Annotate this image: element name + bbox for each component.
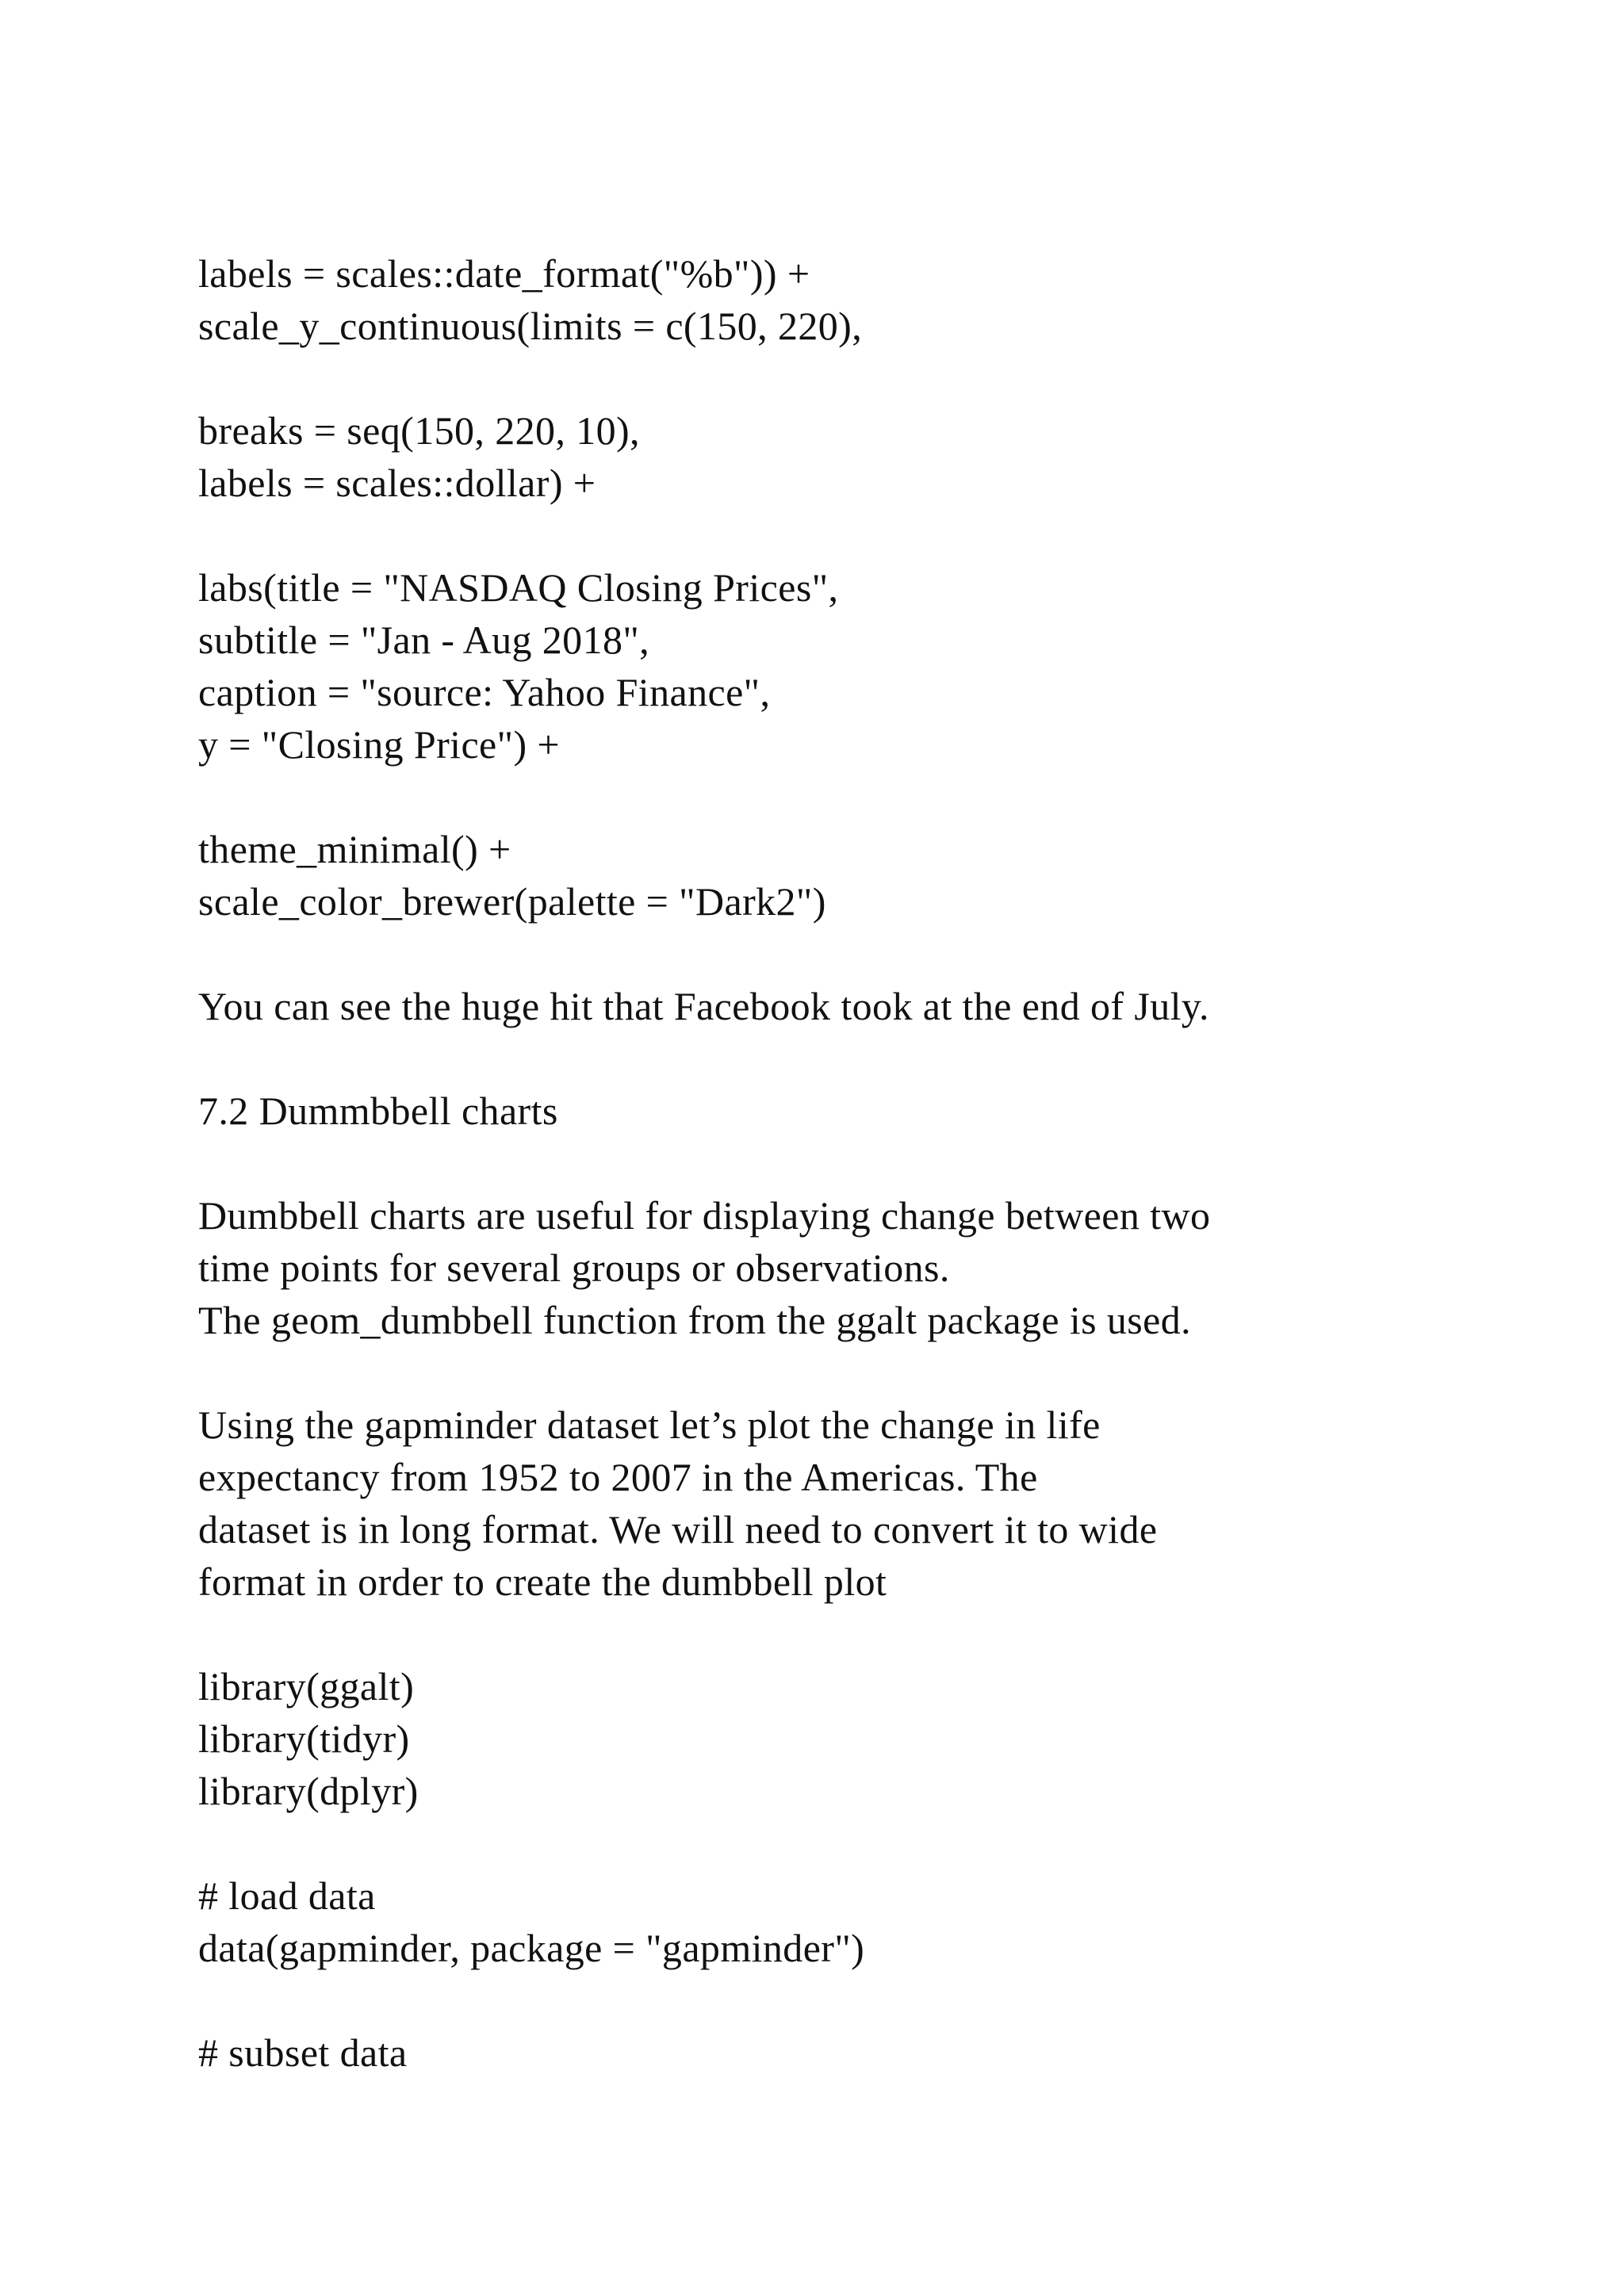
paragraph-gap [198, 1817, 1546, 1869]
para-gapminder-line: Using the gapminder dataset let’s plot the change in life [198, 1402, 1101, 1447]
code-load-line: data(gapminder, package = "gapminder") [198, 1926, 865, 1970]
paragraph-gap [198, 509, 1546, 561]
document-body [198, 247, 1546, 2079]
code-theme-line: theme_minimal() + [198, 827, 511, 871]
code-theme-line: scale_color_brewer(palette = "Dark2") [198, 879, 826, 924]
section-heading-line: 7.2 Dummbbell charts [198, 1089, 558, 1133]
code-scale-block [198, 247, 1546, 352]
paragraph-gap [198, 1032, 1546, 1085]
para-dumbbell-block [198, 1189, 1546, 1346]
code-breaks-line: labels = scales::dollar) + [198, 461, 596, 505]
code-load-block [198, 1869, 1546, 1974]
code-libraries-line: library(ggalt) [198, 1664, 415, 1709]
code-labs-line: y = "Closing Price") + [198, 722, 560, 767]
code-labs-line: subtitle = "Jan - Aug 2018", [198, 618, 650, 662]
paragraph-gap [198, 352, 1546, 404]
para-facebook-block [198, 980, 1546, 1032]
paragraph-gap [198, 1974, 1546, 2026]
para-gapminder-line: expectancy from 1952 to 2007 in the Americas. The [198, 1455, 1038, 1499]
code-breaks-block [198, 404, 1546, 509]
code-scale-line: scale_y_continuous(limits = c(150, 220), [198, 304, 863, 348]
code-labs-line: labs(title = "NASDAQ Closing Prices", [198, 565, 839, 610]
code-libraries-block [198, 1660, 1546, 1817]
code-libraries-line: library(dplyr) [198, 1769, 419, 1813]
para-dumbbell-line: time points for several groups or observations. [198, 1246, 950, 1290]
code-breaks-line: breaks = seq(150, 220, 10), [198, 408, 640, 453]
code-subset-block [198, 2026, 1546, 2079]
code-load-line: # load data [198, 1873, 376, 1918]
para-gapminder-line: dataset is in long format. We will need to convert it to wide [198, 1507, 1158, 1552]
code-scale-line: labels = scales::date_format("%b")) + [198, 251, 810, 296]
code-libraries-line: library(tidyr) [198, 1716, 410, 1761]
paragraph-gap [198, 771, 1546, 823]
para-gapminder-block [198, 1399, 1546, 1608]
para-dumbbell-line: The geom_dumbbell function from the ggalt package is used. [198, 1298, 1192, 1342]
paragraph-gap [198, 928, 1546, 980]
code-theme-block [198, 823, 1546, 928]
section-heading-block [198, 1085, 1546, 1137]
para-facebook-line: You can see the huge hit that Facebook took at the end of July. [198, 984, 1209, 1028]
paragraph-gap [198, 1346, 1546, 1399]
code-subset-line: # subset data [198, 2030, 408, 2075]
paragraph-gap [198, 1608, 1546, 1660]
code-labs-block [198, 561, 1546, 771]
para-gapminder-line: format in order to create the dumbbell plot [198, 1559, 887, 1604]
code-labs-line: caption = "source: Yahoo Finance", [198, 670, 771, 714]
paragraph-gap [198, 1137, 1546, 1189]
para-dumbbell-line: Dumbbell charts are useful for displaying change between two [198, 1193, 1211, 1238]
